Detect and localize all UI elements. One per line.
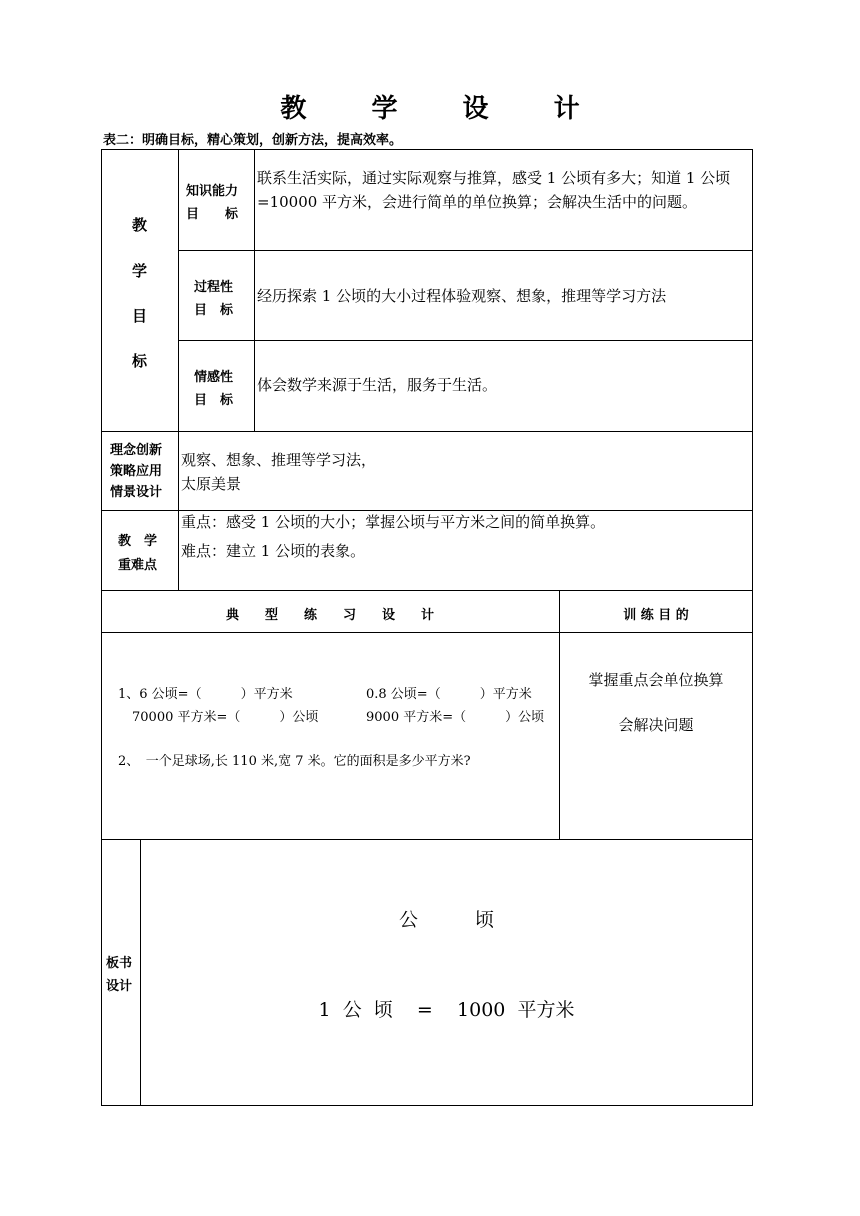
col-divider	[140, 839, 141, 1106]
exercise-2: 2、 一个足球场,长 110 米,宽 7 米。它的面积是多少平方米?	[118, 754, 471, 769]
emotion-objective-text: 体会数学来源于生活，服务于生活。	[257, 376, 498, 394]
concept-label	[110, 440, 162, 503]
section-label-char: 标	[132, 352, 148, 370]
knowledge-label-line2: 目 标	[186, 207, 239, 222]
process-label-line1: 过程性	[194, 280, 234, 295]
concept-label-line: 理念创新	[110, 443, 163, 458]
page-title: 教 学 设 计	[280, 94, 608, 124]
emotion-label-line2: 目 标	[194, 393, 234, 408]
difficulty-label-line2: 重难点	[118, 558, 158, 573]
process-objective-text: 经历探索 1 公顷的大小过程体验观察、想象，推理等学习方法	[257, 287, 667, 305]
row-divider	[101, 632, 753, 633]
row-divider	[178, 340, 753, 341]
hard-point-text: 难点：建立 1 公顷的表象。	[181, 542, 366, 560]
difficulty-label-line1: 教 学	[118, 534, 158, 549]
key-point-text: 重点：感受 1 公顷的大小；掌握公顷与平方米之间的简单换算。	[181, 513, 606, 531]
process-label-line2: 目 标	[194, 303, 234, 318]
emotion-label-line1: 情感性	[194, 370, 234, 385]
board-label-line2: 设计	[106, 979, 133, 994]
purpose-header: 训 练 目 的	[623, 608, 689, 623]
section-label-char: 目	[132, 307, 148, 325]
board-label-line1: 板书	[106, 956, 133, 971]
exercise-1b: 0.8 公顷=（ ）平方米	[366, 687, 532, 702]
purpose-1: 掌握重点会单位换算	[588, 671, 724, 689]
concept-label-line: 情景设计	[110, 485, 163, 500]
knowledge-label-line1: 知识能力	[186, 184, 239, 199]
section-label-char: 学	[132, 262, 148, 280]
practice-header: 典 型 练 习 设 计	[225, 608, 434, 623]
section-label-char: 教	[132, 216, 148, 234]
purpose-2: 会解决问题	[618, 716, 694, 734]
concept-label-line: 策略应用	[110, 464, 163, 479]
row-divider	[101, 590, 753, 591]
concept-content-line: 观察、想象、推理等学习法，	[181, 451, 377, 469]
table-caption: 表二：明确目标，精心策划，创新方法，提高效率。	[103, 133, 403, 148]
row-divider	[178, 250, 753, 251]
concept-content	[181, 448, 376, 496]
exercise-1c: 70000 平方米=（ ）公顷	[132, 710, 319, 725]
col-divider	[178, 149, 179, 590]
exercise-1d: 9000 平方米=（ ）公顷	[366, 710, 545, 725]
row-divider	[101, 839, 753, 840]
col-divider	[254, 149, 255, 431]
board-formula: 1 公 顷 = 1000 平方米	[318, 999, 575, 1021]
exercise-1a: 1、6 公顷=（ ）平方米	[118, 687, 293, 702]
row-divider	[101, 431, 753, 432]
knowledge-objective-text: 联系生活实际，通过实际观察与推算，感受 1 公顷有多大；知道 1 公顷=10000 平方米，会进行简单的单位换算；会解决生活中的问题。	[257, 169, 731, 211]
board-heading: 公 顷	[398, 909, 494, 931]
concept-content-line: 太原美景	[181, 475, 242, 493]
